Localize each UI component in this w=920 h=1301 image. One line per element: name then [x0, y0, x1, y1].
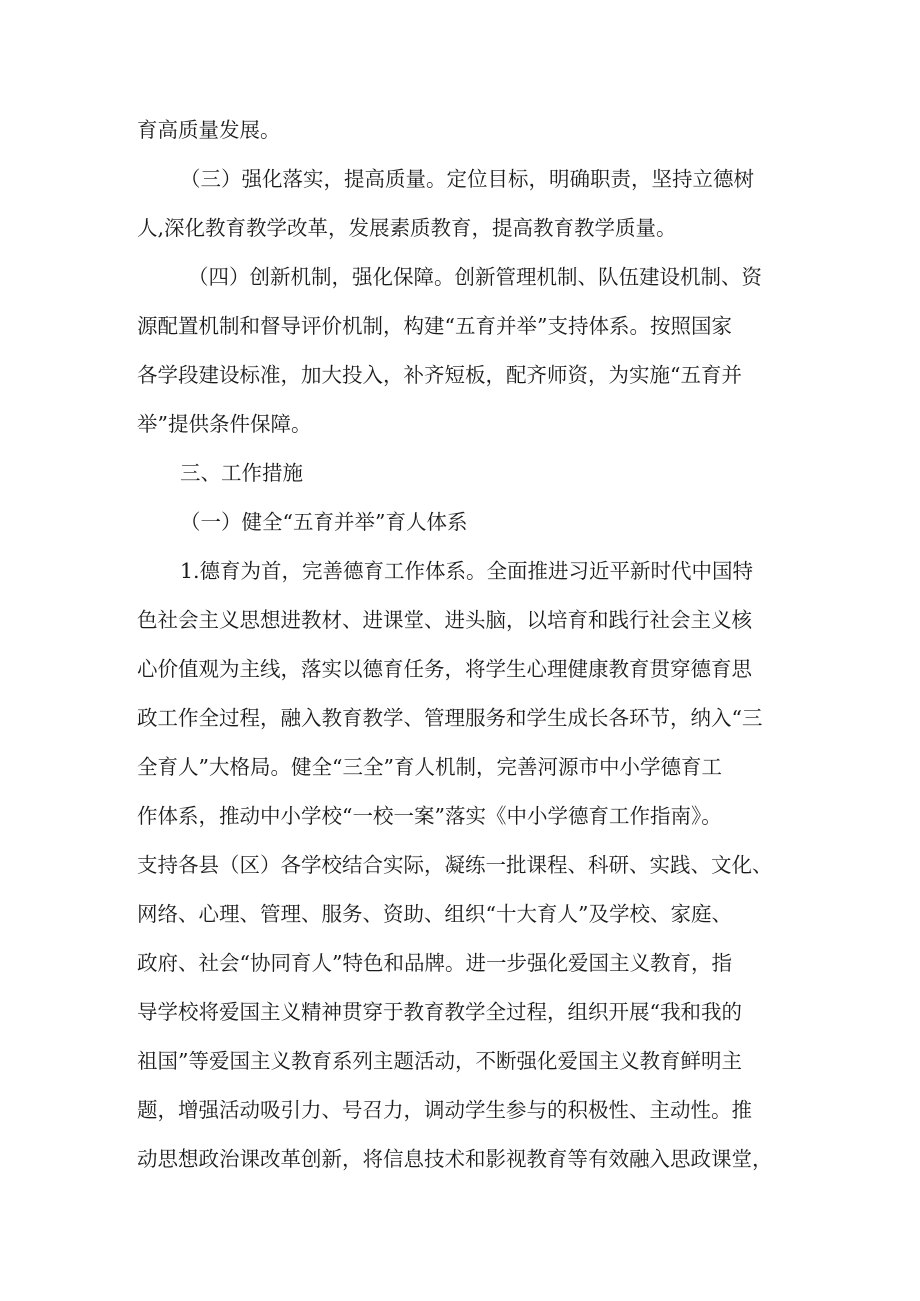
section-heading: 三、工作措施: [180, 461, 303, 485]
subsection-heading: （一）健全“五育并举”育人体系: [180, 510, 468, 534]
text-line: 导学校将爱国主义精神贯穿于教育教学全过程，组织开展“我和我的: [137, 1000, 742, 1024]
text-line: 源配置机制和督导评价机制，构建“五育并举”支持体系。按照国家: [137, 314, 732, 338]
text-line: 全育人”大格局。健全“三全”育人机制，完善河源市中小学德育工: [137, 755, 722, 779]
text-line: 各学段建设标准，加大投入，补齐短板，配齐师资，为实施“五育并: [137, 363, 742, 387]
text-line: 作体系，推动中小学校“一校一案”落实《中小学德育工作指南》。: [137, 804, 722, 828]
text-line: 动思想政治课改革创新，将信息技术和影视教育等有效融入思政课堂，: [137, 1147, 773, 1171]
text-line: 心价值观为主线，落实以德育任务，将学生心理健康教育贯穿德育思: [137, 657, 752, 681]
text-line: 支持各县（区）各学校结合实际，凝练一批课程、科研、实践、文化、: [137, 853, 773, 877]
text-line: 政府、社会“协同育人”特色和品牌。进一步强化爱国主义教育，指: [137, 951, 732, 975]
text-line: （四）创新机制，强化保障。创新管理机制、队伍建设机制、资: [188, 265, 762, 289]
text-line: 祖国”等爱国主义教育系列主题活动，不断强化爱国主义教育鲜明主: [137, 1049, 742, 1073]
text-line: 色社会主义思想进教材、进课堂、进头脑，以培育和践行社会主义核: [137, 608, 752, 632]
text-line: 举”提供条件保障。: [137, 412, 312, 436]
text-line: （三）强化落实，提高质量。定位目标，明确职责，坚持立德树: [180, 167, 754, 191]
text-line: 1.德育为首，完善德育工作体系。全面推进习近平新时代中国特: [180, 559, 754, 583]
text-line: 育高质量发展。: [137, 118, 281, 142]
text-line: 政工作全过程，融入教育教学、管理服务和学生成长各环节，纳入“三: [137, 706, 763, 730]
text-line: 人,深化教育教学改革，发展素质教育，提高教育教学质量。: [137, 216, 677, 240]
text-line: 网络、心理、管理、服务、资助、组织“十大育人”及学校、家庭、: [137, 902, 732, 926]
text-line: 题，增强活动吸引力、号召力，调动学生参与的积极性、主动性。推: [137, 1098, 752, 1122]
